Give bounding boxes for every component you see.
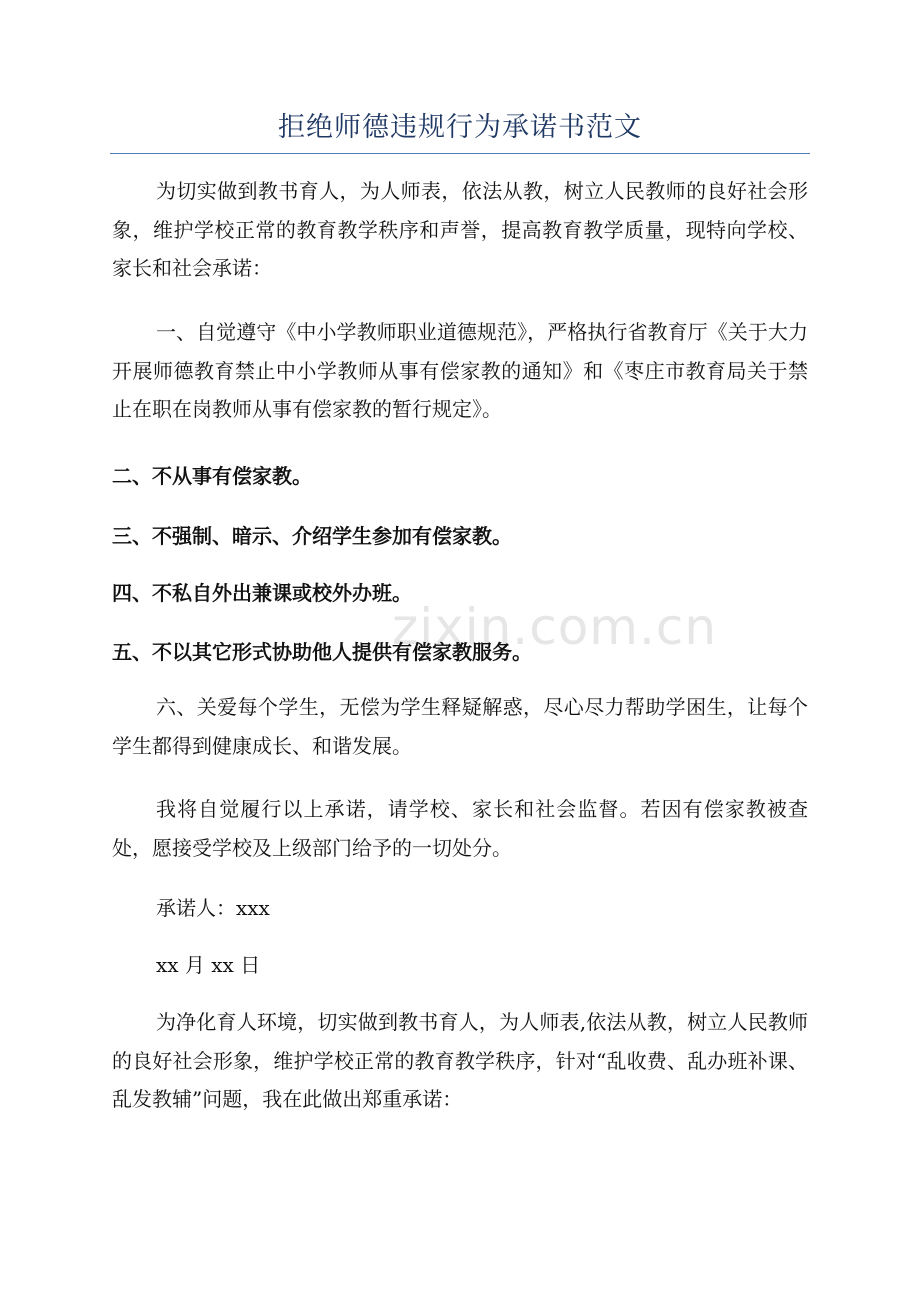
watermark: zixin.com.cn (392, 598, 718, 656)
commitment-item-5: 五、不以其它形式协助他人提供有偿家教服务。 (112, 640, 532, 664)
signer-line: 承诺人：xxx (156, 896, 270, 920)
second-intro-paragraph: 为净化育人环境，切实做到教书育人，为人师表,依法从教，树立人民教师的良好社会形象，维护学校正常的教育教学秩序，针对“乱收费、乱办班补课、乱发教辅”问题，我在此做出郑重承诺： (112, 1010, 808, 1111)
commitment-item-6: 六、关爱每个学生，无偿为学生释疑解惑，尽心尽力帮助学困生，让每个学生都得到健康成长、和谐发展。 (112, 695, 808, 758)
commitment-item-3: 三、不强制、暗示、介绍学生参加有偿家教。 (112, 524, 512, 548)
document-title: 拒绝师德违规行为承诺书范文 (278, 112, 642, 143)
commitment-item-2: 二、不从事有偿家教。 (112, 464, 312, 488)
title-underline (110, 153, 810, 154)
pledge-paragraph: 我将自觉履行以上承诺，请学校、家长和社会监督。若因有偿家教被查处，愿接受学校及上级部门给予的一切处分。 (112, 797, 808, 860)
commitment-item-4: 四、不私自外出兼课或校外办班。 (112, 581, 412, 605)
date-line: xx 月 xx 日 (156, 953, 261, 977)
commitment-item-1: 一、自觉遵守《中小学教师职业道德规范》，严格执行省教育厅《关于大力开展师德教育禁止中小学教师从事有偿家教的通知》和《枣庄市教育局关于禁止在职在岗教师从事有偿家教的暂行规定》。 (112, 320, 808, 421)
intro-paragraph: 为切实做到教书育人，为人师表，依法从教，树立人民教师的良好社会形象，维护学校正常的教育教学秩序和声誉，提高教育教学质量，现特向学校、家长和社会承诺： (112, 179, 808, 280)
